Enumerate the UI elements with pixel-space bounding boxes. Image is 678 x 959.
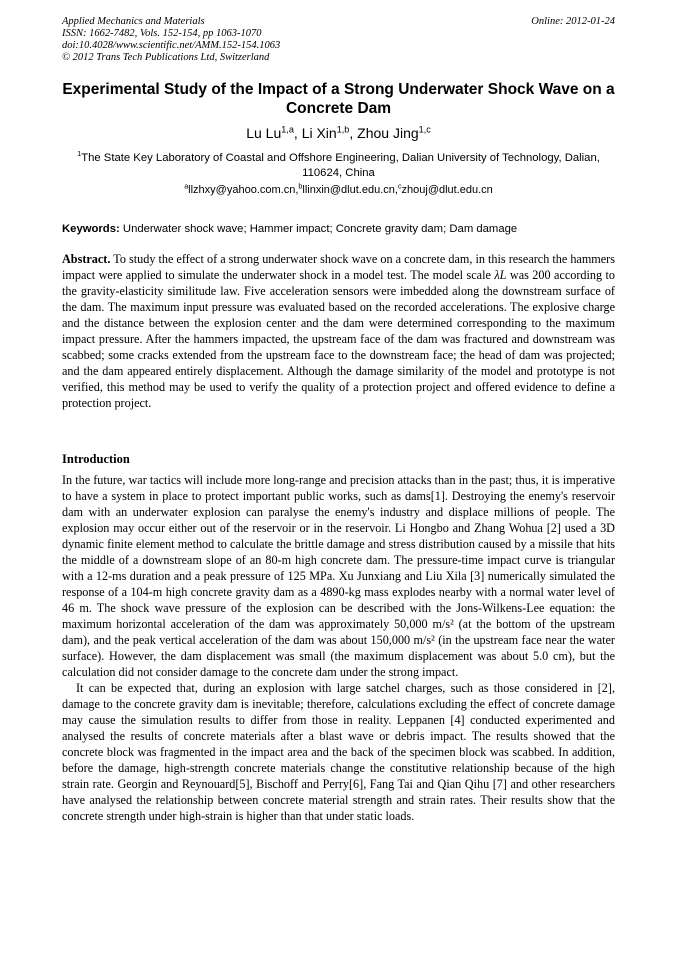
author-affil-mark: 1,a <box>281 124 294 135</box>
email-address[interactable]: zhouj@dlut.edu.cn <box>401 184 493 196</box>
abstract-text-2: was 200 according to the gravity-elasticity similitude law. Five acceleration sensors were imbedded along the downstream surface of the dam. The maximum input pressure was evaluated based on the recorded accelerations. The explosive charge and the distance between the explosion center and the dam were determined corresponding to the maximum impact pressure. After the hammers impacted, the upstream face of the dam was fractured and downstream was scabbed; some cracks extended from the upstream face to the downstream face; the head of dam was projected; and the dam appeared entirely displacement. Although the damage similarity of the model and prototype is not verified, this method may be used to verify the quality of a protection project and offered evidence to define a protection project. <box>62 268 616 410</box>
issn-line: ISSN: 1662-7482, Vols. 152-154, pp 1063-1070 <box>62 28 262 39</box>
keywords <box>62 222 615 236</box>
copyright-line: © 2012 Trans Tech Publications Ltd, Switzerland <box>62 52 270 63</box>
paragraph: It can be expected that, during an explosion with large satchel charges, such as those considered in [2], damage to the concrete gravity dam is inevitable; therefore, calculations excluding the effect of concrete damage may cause the simulation results to differ from those in reality. Leppanen [4] conducted experimented and analysed the results of concrete materials after a blast wave or debris impact. The results showed that the concrete block was fragmented in the impact area and the back of the specimen block was scabbed. In addition, before the damage, high-strength concrete materials change the constitutive relationship because of the high strain rate. Georgin and Reynouard[5], Bischoff and Perry[6], Fang Tai and Qian Qihu [7] and other researchers have analysed the relationship between concrete material strength and strain rates. Their results show that the concrete strength under high-strain is higher than that under static loads. <box>62 681 615 823</box>
paragraph: In the future, war tactics will include more long-range and precision attacks than in the past; thus, it is imperative to have a system in place to protect important public works, such as dams[1]. Destroying the enemy's reservoir dam with an underwater explosion can paralyse the enemy's industry and displace millions of people. The explosion may occur either out of the reservoir or in the reservoir. Li Hongbo and Zhang Wohua [2] used a 3D dynamic finite element method to calculate the brittle damage and stress distribution caused by a missile that hits the middle of a downstream slope of an 80-m high concrete dam. The pressure-time impact curve is triangular with a 12-ms duration and a peak pressure of 125 MPa. Xu Junxiang and Liu Xila [3] numerically simulated the response of a 104-m high concrete gravity dam as a 4890-kg mass explodes nearby with a normal water level of 46 m. The shock wave pressure of the explosion can be described with the Jons-Wilkens-Lee equation: the maximum horizontal acceleration of the dam was approximately 50,000 m/s² (at the bottom of the upstream dam), and the peak vertical acceleration of the dam was about 150,000 m/s² (in the upstream face near the water surface). However, the dam displacement was small (the maximum displacement was about 5.0 cm), but the calculation did not consider damage to the concrete dam under the strong impact. <box>62 473 615 679</box>
abstract <box>62 251 615 411</box>
scale-symbol: λL <box>494 268 507 282</box>
email-address[interactable]: llinxin@dlut.edu.cn <box>302 184 395 196</box>
journal-name: Applied Mechanics and Materials <box>62 16 205 27</box>
author-affil-mark: 1,b <box>336 124 350 135</box>
online-date: Online: 2012-01-24 <box>531 16 615 27</box>
journal-header <box>62 16 615 64</box>
abstract-label: Abstract. <box>62 252 111 266</box>
introduction-body <box>62 472 615 824</box>
section-heading-introduction: Introduction <box>62 452 130 466</box>
abstract-text-1: To study the effect of a strong underwater shock wave on a concrete dam, in this research the hammers impact were applied to simulate the underwater shock in a model test. The model scale <box>62 252 615 282</box>
author-name: Zhou Jing <box>357 125 419 141</box>
affiliation-mark: 1 <box>77 149 82 159</box>
email-list: $^a$llzhxy@yahoo.com.cn,$^b$llinxin@dlut.edu.cn,$^c$zhouj@dlut.edu.cn <box>184 182 493 196</box>
author-name: Lu Lu <box>246 125 282 141</box>
affiliation-text: The State Key Laboratory of Coastal and Offshore Engineering, Dalian University of Technology, Dalian, 110624, China <box>81 152 600 179</box>
paper-title: Experimental Study of the Impact of a Strong Underwater Shock Wave on a Concrete Dam <box>62 81 615 117</box>
email-address[interactable]: llzhxy@yahoo.com.cn <box>188 184 296 196</box>
doi-line: doi:10.4028/www.scientific.net/AMM.152-154.1063 <box>62 40 281 51</box>
keywords-label: Keywords: <box>62 223 120 235</box>
keywords-text: Underwater shock wave; Hammer impact; Concrete gravity dam; Dam damage <box>122 223 518 235</box>
author-list: Lu Lu$^{1,a}$, Li Xin$^{1,b}$, Zhou Jing$^{1,c}$ <box>246 124 431 141</box>
email-mark: c <box>397 182 402 191</box>
email-mark: b <box>298 182 303 191</box>
author-name: Li Xin <box>301 125 337 141</box>
author-affil-mark: 1,c <box>418 124 431 135</box>
email-mark: a <box>184 182 189 191</box>
affiliation <box>62 151 615 181</box>
